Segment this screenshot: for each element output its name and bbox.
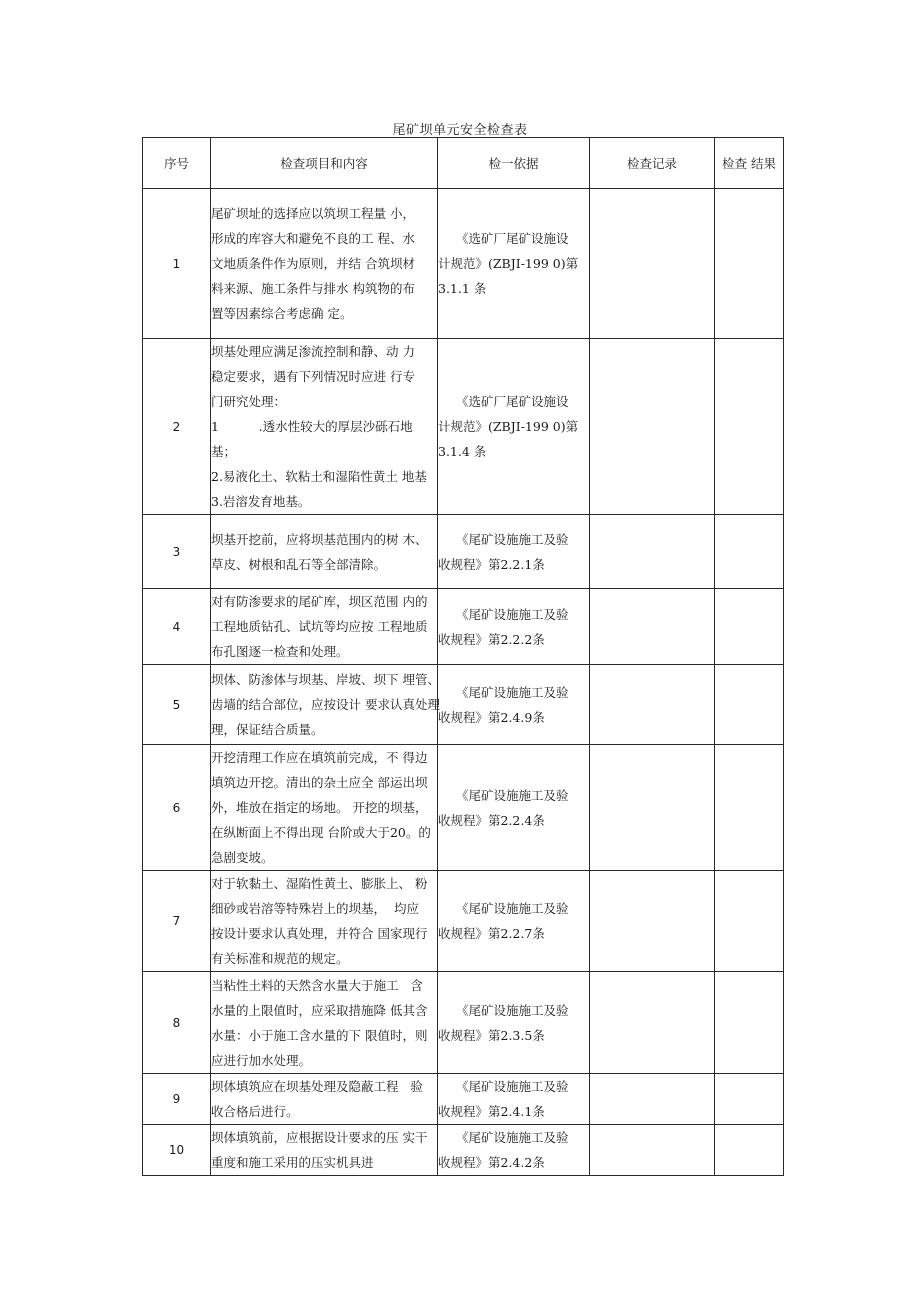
table-row [143,665,784,745]
check-basis-line: 《尾矿设施施工及验 [456,1130,569,1145]
row-number: 1 [143,189,211,339]
check-item-line: 对有防渗要求的尾矿库，坝区范围 内的 [211,594,428,609]
safety-check-table [142,137,784,1176]
check-basis [438,665,590,745]
check-basis-line: 收规程》第2.4.9条 [438,709,545,725]
check-item-line: 重度和施工采用的压实机具进 [211,1155,374,1170]
check-item-line: 稳定要求，遇有下列情况时应进 行专 [211,369,415,384]
header-result: 检查 结果 [715,138,784,189]
row-number: 10 [143,1125,211,1176]
check-item-line: 基； [211,444,237,459]
check-item-line: 在纵断面上不得出现 台阶或大于20。的 [211,825,431,840]
table-row [143,972,784,1074]
check-basis-line: 3.1.4 条 [438,444,487,459]
check-item-content [211,339,438,515]
row-number: 8 [143,972,211,1074]
check-record-cell[interactable] [590,972,715,1074]
check-record-cell[interactable] [590,745,715,871]
check-basis [438,871,590,972]
check-item-line: 坝体填筑前，应根据设计要求的压 实干 [211,1130,428,1145]
check-item-content [211,515,438,589]
check-item-content [211,972,438,1074]
check-item-line: 对于软黏土、湿陷性黄土、膨胀上、 粉 [211,876,428,891]
table-row [143,1074,784,1125]
check-result-cell[interactable] [715,339,784,515]
check-item-line: 尾矿坝址的选择应以筑坝工程量 小， [211,206,415,221]
check-item-line: 坝体填筑应在坝基处理及隐蔽工程 验 [211,1079,423,1094]
check-record-cell[interactable] [590,189,715,339]
check-item-line: 料来源、施工条件与排水 构筑物的布 [211,281,415,296]
row-number: 3 [143,515,211,589]
row-number: 4 [143,589,211,665]
check-result-cell[interactable] [715,515,784,589]
table-row [143,871,784,972]
check-basis-line: 计规范》(ZBJI-199 0)第 [438,256,579,271]
check-item-line: 坝基处理应满足渗流控制和静、动 力 [211,344,415,359]
check-result-cell[interactable] [715,745,784,871]
check-basis-line: 收规程》第2.4.1条 [438,1104,545,1119]
check-basis [438,745,590,871]
check-basis-line: 《尾矿设施施工及验 [456,684,569,700]
table-row [143,515,784,589]
check-basis [438,189,590,339]
check-result-cell[interactable] [715,871,784,972]
check-basis-line: 3.1.1 条 [438,281,487,296]
check-item-line: 置等因素综合考虑确 定。 [211,306,353,321]
document-title: 尾矿坝单元安全检查表 [392,123,528,138]
table-row [143,589,784,665]
check-item-line: 填筑边开挖。清出的杂土应全 部运出坝 [211,775,428,790]
check-basis-line: 收规程》第2.2.4条 [438,812,545,828]
check-item-line: 急剧变坡。 [211,850,274,865]
check-basis-line: 计规范》(ZBJI-199 0)第 [438,419,579,434]
check-basis-line: 《尾矿设施施工及验 [456,1079,569,1094]
check-basis [438,1074,590,1125]
check-item-line: 形成的库容大和避免不良的工 程、水 [211,231,415,246]
row-number: 7 [143,871,211,972]
check-item-line: 门研究处理： [211,394,287,409]
check-record-cell[interactable] [590,339,715,515]
check-item-line: 细砂或岩溶等特殊岩上的坝基， 均应 [211,901,419,916]
row-number: 6 [143,745,211,871]
table-row [143,1125,784,1176]
check-record-cell[interactable] [590,589,715,665]
check-item-line: 坝体、防渗体与坝基、岸坡、坝下 埋管、 [211,672,440,687]
check-item-content [211,1125,438,1176]
check-basis [438,1125,590,1176]
check-item-content [211,745,438,871]
check-basis-line: 《尾矿设施施工及验 [456,787,569,803]
check-item-line: 有关标准和规范的规定。 [211,951,349,966]
table-row [143,745,784,871]
header-record: 检查记录 [590,138,715,189]
check-result-cell[interactable] [715,1074,784,1125]
check-item-line: 理，保证结合质量。 [211,722,324,737]
check-basis-line: 《选矿厂尾矿设施设 [456,231,569,246]
check-item-line: 当粘性土料的天然含水量大于施工 含 [211,977,423,993]
check-result-cell[interactable] [715,189,784,339]
check-item-content [211,871,438,972]
check-basis-line: 收规程》第2.4.2条 [438,1155,545,1170]
table-row [143,339,784,515]
row-number: 2 [143,339,211,515]
check-item-content [211,665,438,745]
check-item-line: 文地质条件作为原则，并结 合筑坝材 [211,256,415,271]
check-basis [438,339,590,515]
check-item-line: 收合格后进行。 [211,1104,299,1119]
table-body [143,189,784,1176]
header-item: 检查项目和内容 [211,138,438,189]
check-item-line: 3.岩溶发育地基。 [211,494,311,509]
check-item-line: 草皮、树根和乱石等全部清除。 [211,556,387,572]
check-item-line: 按设计要求认真处理，并符合 国家现行 [211,926,428,941]
check-record-cell[interactable] [590,515,715,589]
check-item-line: 2.易液化土、软粘土和湿陷性黄土 地基 [211,469,427,484]
check-basis-line: 收规程》第2.3.5条 [438,1027,545,1043]
row-number: 9 [143,1074,211,1125]
check-basis-line: 《尾矿设施施工及验 [456,901,569,916]
header-no: 序号 [143,138,211,189]
check-item-line: 1 .透水性较大的厚层沙砾石地 [211,419,413,434]
check-basis-line: 收规程》第2.2.2条 [438,631,545,647]
check-item-line: 工程地质钻孔、试坑等均应按 工程地质 [211,619,428,634]
check-basis-line: 《尾矿设施施工及验 [456,606,569,622]
row-number: 5 [143,665,211,745]
check-item-content [211,189,438,339]
check-result-cell[interactable] [715,1125,784,1176]
check-item-line: 应进行加水处理。 [211,1052,312,1068]
check-result-cell[interactable] [715,972,784,1074]
check-item-line: 布孔图逐一检查和处理。 [211,644,349,659]
check-basis-line: 收规程》第2.2.7条 [438,926,545,941]
check-record-cell[interactable] [590,1074,715,1125]
check-basis [438,589,590,665]
header-basis: 检一依据 [438,138,590,189]
check-item-line: 开挖清理工作应在填筑前完成，不 得边 [211,750,428,765]
check-record-cell[interactable] [590,665,715,745]
check-item-content [211,589,438,665]
check-record-cell[interactable] [590,1125,715,1176]
check-record-cell[interactable] [590,871,715,972]
check-basis-line: 《尾矿设施施工及验 [456,531,569,547]
check-item-line: 外，堆放在指定的场地。 开挖的坝基， [211,800,428,815]
check-item-line: 齿墙的结合部位，应按设计 要求认真处理 [211,697,440,712]
check-basis-line: 收规程》第2.2.1条 [438,556,545,572]
header-row [143,138,784,189]
check-item-line: 水量的上限值时，应采取措施降 低其含 [211,1002,428,1018]
check-basis [438,972,590,1074]
table-row [143,189,784,339]
check-item-line: 坝基开挖前，应将坝基范围内的树 木、 [211,531,428,547]
check-basis-line: 《选矿厂尾矿设施设 [456,394,569,409]
check-basis-line: 《尾矿设施施工及验 [456,1002,569,1018]
check-item-line: 水量：小于施工含水量的下 限值时，则 [211,1027,428,1043]
check-result-cell[interactable] [715,589,784,665]
check-result-cell[interactable] [715,665,784,745]
check-basis [438,515,590,589]
check-item-content [211,1074,438,1125]
